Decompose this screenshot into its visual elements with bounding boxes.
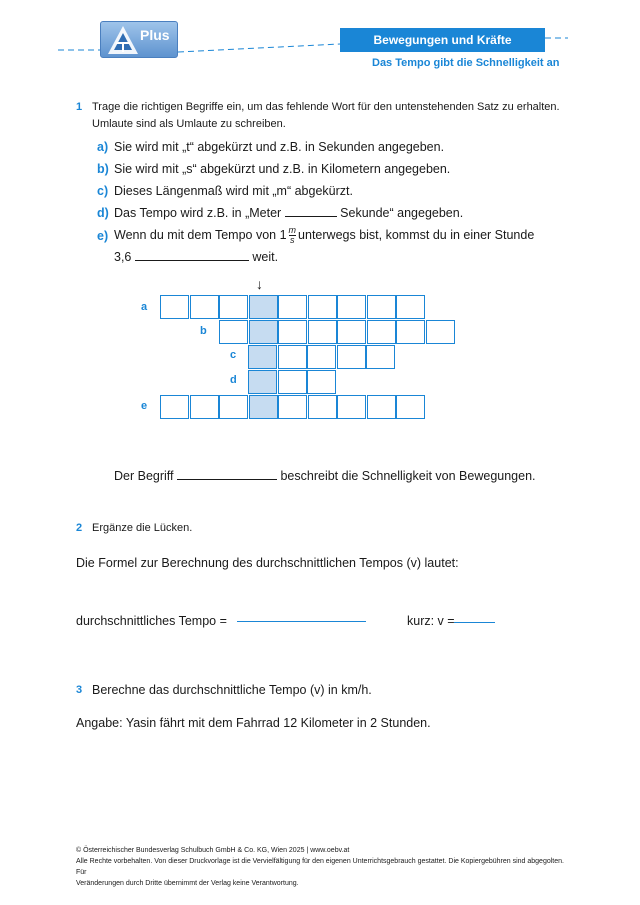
row-label-d: d	[230, 374, 237, 386]
footer-copyright: © Österreichischer Bundesverlag Schulbuch GmbH & Co. KG, Wien 2025 | www.oebv.at	[76, 847, 350, 854]
short-formula-blank[interactable]	[454, 622, 495, 623]
item-e-blank[interactable]	[135, 260, 249, 261]
crossword-cell-a-6[interactable]	[308, 295, 337, 319]
crossword-cell-e-6[interactable]	[308, 395, 337, 419]
item-e-text-after: unterwegs bist, kommst du in einer Stunde	[298, 227, 535, 242]
crossword-cell-d-3[interactable]	[307, 370, 336, 394]
crossword-cell-a-3[interactable]	[219, 295, 248, 319]
crossword-cell-e-7[interactable]	[337, 395, 366, 419]
crossword-cell-a-7[interactable]	[337, 295, 366, 319]
page-subtitle: Das Tempo gibt die Schnelligkeit an	[372, 57, 560, 69]
crossword-cell-a-9[interactable]	[396, 295, 425, 319]
crossword-cell-a-5[interactable]	[278, 295, 307, 319]
item-b-letter: b)	[97, 162, 109, 176]
item-e-text	[114, 226, 534, 245]
crossword-cell-d-1[interactable]	[248, 370, 277, 394]
task-3-instruction: Berechne das durchschnittliche Tempo (v) in km/h.	[92, 683, 372, 697]
row-label-e: e	[141, 400, 148, 412]
task-2-sentence: Die Formel zur Berechnung des durchschnittlichen Tempos (v) lautet:	[76, 556, 459, 570]
crossword-cell-e-1[interactable]	[160, 395, 189, 419]
footer-disclaimer: Veränderungen durch Dritte übernimmt der Verlag keine Verantwortung.	[76, 880, 299, 887]
item-a-letter: a)	[97, 140, 109, 154]
triangle-logo-icon	[105, 23, 141, 57]
crossword-cell-c-3[interactable]	[307, 345, 336, 369]
fraction-numerator: m	[288, 225, 297, 235]
item-e-line2-before: 3,6	[114, 250, 132, 264]
crossword-cell-e-9[interactable]	[396, 395, 425, 419]
item-c-text: Dieses Längenmaß wird mit „m“ abgekürzt.	[114, 184, 353, 198]
crossword-cell-b-3[interactable]	[278, 320, 307, 344]
row-label-a: a	[141, 301, 148, 313]
solution-column-arrow-icon: ↓	[256, 276, 263, 292]
plus-logo	[100, 21, 178, 58]
crossword-cell-a-8[interactable]	[367, 295, 396, 319]
topic-banner: Bewegungen und Kräfte	[340, 28, 545, 52]
formula-blank[interactable]	[237, 621, 366, 622]
item-b-text: Sie wird mit „s“ abgekürzt und z.B. in Kilometern angegeben.	[114, 162, 451, 176]
row-label-b: b	[200, 325, 207, 337]
crossword-cell-b-5[interactable]	[337, 320, 366, 344]
solution-sentence-after: beschreibt die Schnelligkeit von Bewegungen.	[280, 469, 536, 483]
crossword-cell-b-8[interactable]	[426, 320, 455, 344]
task-2-instruction: Ergänze die Lücken.	[92, 522, 193, 534]
item-d-letter: d)	[97, 206, 109, 220]
crossword-cell-e-4[interactable]	[249, 395, 278, 419]
logo-label: Plus	[140, 27, 170, 43]
crossword-cell-c-2[interactable]	[278, 345, 307, 369]
short-formula-label: kurz: v =	[407, 614, 455, 628]
crossword-cell-e-3[interactable]	[219, 395, 248, 419]
crossword-cell-e-2[interactable]	[190, 395, 219, 419]
solution-sentence	[114, 469, 536, 483]
item-d-text-after: Sekunde“ angegeben.	[340, 206, 464, 220]
fraction-denominator: s	[290, 235, 295, 245]
crossword-cell-e-8[interactable]	[367, 395, 396, 419]
row-label-c: c	[230, 349, 237, 361]
item-d-text-before: Das Tempo wird z.B. in „Meter	[114, 206, 282, 220]
task-3-number: 3	[76, 684, 83, 696]
solution-blank[interactable]	[177, 479, 277, 480]
item-e-line2-after: weit.	[252, 250, 279, 264]
crossword-cell-c-5[interactable]	[366, 345, 395, 369]
crossword-cell-c-4[interactable]	[337, 345, 366, 369]
footer	[76, 845, 576, 889]
unit-fraction	[289, 226, 297, 245]
crossword-cell-b-4[interactable]	[308, 320, 337, 344]
task-3-given: Angabe: Yasin fährt mit dem Fahrrad 12 Kilometer in 2 Stunden.	[76, 716, 431, 730]
item-e-text-before: Wenn du mit dem Tempo von 1	[114, 227, 287, 242]
footer-rights: Alle Rechte vorbehalten. Von dieser Druckvorlage ist die Vervielfältigung für den eigenen Unterrichtsgebrauch gestattet. Die Kopiergebühren sind abgegolten. Für	[76, 858, 564, 876]
task-1-number: 1	[76, 101, 83, 113]
item-e-line2	[114, 250, 278, 264]
crossword-cell-b-6[interactable]	[367, 320, 396, 344]
item-d-blank[interactable]	[285, 216, 337, 217]
crossword-cell-b-7[interactable]	[396, 320, 425, 344]
crossword-cell-a-4[interactable]	[249, 295, 278, 319]
crossword-cell-b-2[interactable]	[249, 320, 278, 344]
crossword-cell-c-1[interactable]	[248, 345, 277, 369]
formula-label: durchschnittliches Tempo =	[76, 614, 227, 628]
crossword-cell-a-1[interactable]	[160, 295, 189, 319]
crossword-cell-a-2[interactable]	[190, 295, 219, 319]
task-1-instruction-line1: Trage die richtigen Begriffe ein, um das fehlende Wort für den untenstehenden Satz zu erhalten.	[92, 101, 560, 113]
item-e-letter: e)	[97, 229, 109, 243]
task-1-instruction-line2: Umlaute sind als Umlaute zu schreiben.	[92, 118, 286, 130]
task-2-number: 2	[76, 522, 83, 534]
item-c-letter: c)	[97, 184, 109, 198]
item-a-text: Sie wird mit „t“ abgekürzt und z.B. in Sekunden angegeben.	[114, 140, 445, 154]
crossword-cell-b-1[interactable]	[219, 320, 248, 344]
crossword-cell-d-2[interactable]	[278, 370, 307, 394]
item-d-text	[114, 206, 463, 220]
solution-sentence-before: Der Begriff	[114, 469, 174, 483]
crossword-cell-e-5[interactable]	[278, 395, 307, 419]
